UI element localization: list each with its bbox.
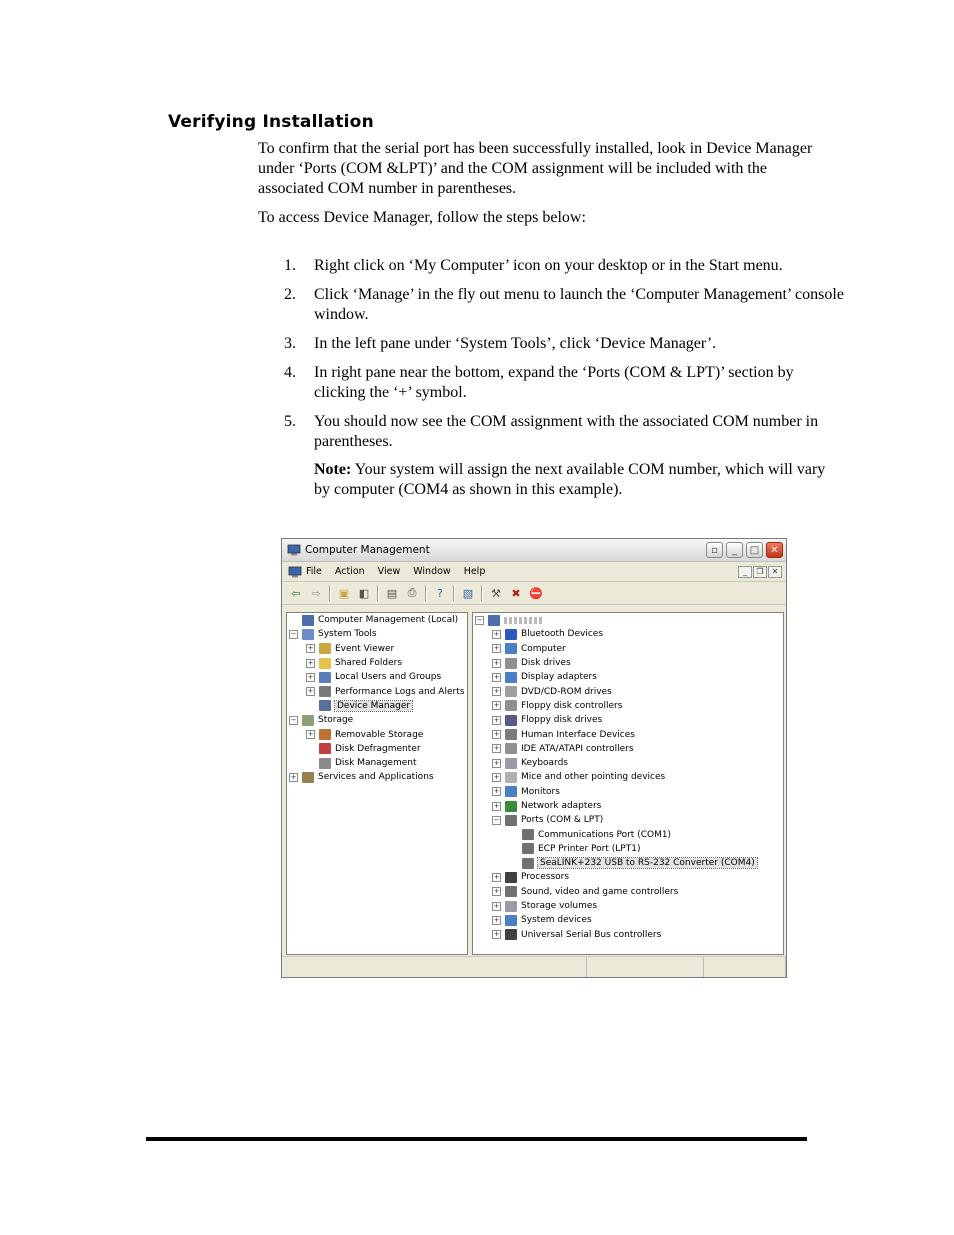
- intro-paragraph: To confirm that the serial port has been successfully installed, look in Device Manager under ‘Ports (COM &LPT)’ and the COM assignment will be included with the associated COM number in parentheses.: [258, 140, 813, 197]
- display-adapter-icon: [505, 672, 517, 683]
- tree-item[interactable]: [287, 742, 467, 756]
- removable-storage-icon: [319, 729, 331, 740]
- toolbar: [282, 582, 786, 605]
- usb-icon: [505, 929, 517, 940]
- up-folder-icon[interactable]: ▣: [338, 586, 350, 600]
- tree-item[interactable]: [473, 684, 783, 698]
- expand-icon[interactable]: +: [493, 801, 500, 810]
- tree-item-label: Removable Storage: [335, 729, 424, 740]
- tree-item[interactable]: [473, 885, 783, 899]
- expand-icon[interactable]: +: [493, 701, 500, 710]
- back-arrow-icon[interactable]: ⇦: [291, 586, 301, 600]
- ide-icon: [505, 743, 517, 754]
- tree-item-label: Device Manager: [337, 700, 411, 711]
- computer-management-icon: [287, 544, 301, 556]
- tree-item[interactable]: [473, 856, 783, 870]
- defrag-icon: [319, 743, 331, 754]
- tree-item[interactable]: [473, 756, 783, 770]
- collapse-icon[interactable]: −: [290, 715, 297, 724]
- disable-icon[interactable]: ⛔: [529, 586, 543, 600]
- window-title: Computer Management: [305, 544, 430, 556]
- expand-icon[interactable]: +: [493, 744, 500, 753]
- tree-item[interactable]: [473, 670, 783, 684]
- port-icon: [522, 829, 534, 840]
- tree-item[interactable]: [473, 713, 783, 727]
- tree-item[interactable]: [473, 913, 783, 927]
- tree-item-label: Computer: [521, 643, 566, 654]
- step-text: You should now see the COM assignment with the associated COM number in parentheses.: [314, 413, 819, 450]
- expand-icon[interactable]: +: [493, 687, 500, 696]
- section-heading: Verifying Installation: [168, 112, 374, 132]
- tree-item-label: Universal Serial Bus controllers: [521, 929, 662, 940]
- tree-item[interactable]: [473, 870, 783, 884]
- tree-item[interactable]: [287, 770, 467, 784]
- collapse-icon[interactable]: −: [476, 615, 483, 624]
- steps-list: [284, 256, 844, 500]
- disk-management-icon: [319, 758, 331, 769]
- close-button[interactable]: ✕: [766, 542, 783, 558]
- computer-icon: [488, 615, 500, 626]
- tree-item-label: Disk Defragmenter: [335, 743, 421, 754]
- tree-item[interactable]: [473, 928, 783, 942]
- expand-icon[interactable]: +: [493, 715, 500, 724]
- tree-item[interactable]: [473, 699, 783, 713]
- network-icon: [505, 801, 517, 812]
- mouse-icon: [505, 772, 517, 783]
- step-item: [284, 334, 844, 354]
- step-text: In the left pane under ‘System Tools’, click ‘Device Manager’.: [314, 335, 717, 352]
- tree-item[interactable]: [473, 899, 783, 913]
- scan-hardware-icon[interactable]: ▧: [462, 586, 474, 600]
- tree-item-label: Disk Management: [335, 758, 417, 769]
- tree-item-label: Bluetooth Devices: [521, 629, 604, 640]
- update-driver-icon[interactable]: ⚒: [491, 586, 501, 600]
- tree-item[interactable]: [473, 799, 783, 813]
- minimize-button[interactable]: _: [726, 542, 743, 558]
- tree-item[interactable]: [287, 627, 467, 641]
- step-item: [284, 285, 844, 325]
- help-button[interactable]: ▫: [706, 542, 723, 558]
- processor-icon: [505, 872, 517, 883]
- step-number: 2.: [284, 286, 296, 303]
- expand-icon[interactable]: +: [493, 758, 500, 767]
- services-icon: [302, 772, 314, 783]
- tree-item-label: Disk drives: [521, 658, 571, 669]
- note-text: Your system will assign the next available COM number, which will vary by computer (COM4 as shown in this example).: [314, 461, 826, 498]
- step-text: Click ‘Manage’ in the fly out menu to launch the ‘Computer Management’ console window.: [314, 286, 844, 323]
- expand-icon[interactable]: +: [307, 730, 314, 739]
- tree-item-label: System Tools: [318, 629, 377, 640]
- storage-icon: [302, 715, 314, 726]
- expand-icon[interactable]: +: [493, 930, 500, 939]
- tree-item[interactable]: [473, 727, 783, 741]
- collapse-icon[interactable]: −: [493, 815, 500, 824]
- tree-item-label: Human Interface Devices: [521, 729, 635, 740]
- tree-item[interactable]: [287, 670, 467, 684]
- tree-item-label: Storage volumes: [521, 901, 598, 912]
- tree-item[interactable]: [473, 842, 783, 856]
- step-number: 3.: [284, 335, 296, 352]
- floppy-controller-icon: [505, 700, 517, 711]
- menu-bar: [282, 562, 786, 582]
- access-paragraph: To access Device Manager, follow the steps below:: [258, 209, 586, 226]
- tree-item-label: Display adapters: [521, 672, 597, 683]
- expand-icon[interactable]: +: [493, 629, 500, 638]
- expand-icon[interactable]: +: [493, 730, 500, 739]
- expand-icon[interactable]: +: [493, 787, 500, 796]
- forward-arrow-icon[interactable]: ⇨: [311, 586, 321, 600]
- tree-pane-left: [286, 612, 468, 955]
- status-section: [587, 957, 704, 977]
- step-item: [284, 256, 844, 276]
- tree-item[interactable]: [287, 656, 467, 670]
- maximize-button[interactable]: □: [746, 542, 763, 558]
- tree-item-label: ECP Printer Port (LPT1): [538, 843, 641, 854]
- tree-item[interactable]: [473, 770, 783, 784]
- collapse-icon[interactable]: −: [290, 629, 297, 638]
- note-label: Note:: [314, 461, 352, 478]
- tree-item[interactable]: [473, 742, 783, 756]
- step-item: [284, 363, 844, 403]
- tree-item[interactable]: [473, 813, 783, 827]
- expand-icon[interactable]: +: [493, 772, 500, 781]
- tree-item-label: Communications Port (COM1): [538, 829, 672, 840]
- footer-rule: [146, 1137, 807, 1141]
- step-number: 5.: [284, 413, 296, 430]
- tree-item[interactable]: [287, 642, 467, 656]
- tree-item[interactable]: [287, 613, 467, 627]
- tree-item-label: Sound, video and game controllers: [521, 886, 679, 897]
- tree-item[interactable]: [473, 785, 783, 799]
- console-icon: [288, 566, 302, 578]
- performance-icon: [319, 686, 331, 697]
- tree-item-label: Monitors: [521, 786, 560, 797]
- tree-item-label: Keyboards: [521, 758, 568, 769]
- note: [314, 460, 844, 500]
- status-section: [704, 957, 786, 977]
- tree-item-label: Storage: [318, 715, 354, 726]
- computer-icon: [302, 615, 314, 626]
- tree-item-label: IDE ATA/ATAPI controllers: [521, 743, 634, 754]
- help-icon[interactable]: ?: [437, 586, 443, 600]
- step-number: 1.: [284, 257, 296, 274]
- tree-item-label: Performance Logs and Alerts: [335, 686, 465, 697]
- child-close-button[interactable]: ✕: [768, 566, 782, 578]
- port-icon: [505, 815, 517, 826]
- step-item: [284, 412, 844, 452]
- bluetooth-icon: [505, 629, 517, 640]
- device-manager-icon: [319, 700, 331, 711]
- menu-view[interactable]: View: [377, 566, 401, 577]
- tree-item[interactable]: [287, 713, 467, 727]
- tree-item-label: Floppy disk controllers: [521, 700, 623, 711]
- tree-item-label: Services and Applications: [318, 772, 434, 783]
- keyboard-icon: [505, 758, 517, 769]
- expand-icon[interactable]: +: [307, 687, 314, 696]
- tree-item[interactable]: [473, 613, 783, 627]
- storage-volume-icon: [505, 901, 517, 912]
- step-text: Right click on ‘My Computer’ icon on your desktop or in the Start menu.: [314, 257, 783, 274]
- step-text: In right pane near the bottom, expand the ‘Ports (COM & LPT)’ section by clicking the ‘+’ symbol.: [314, 364, 794, 401]
- tree-item-label: Floppy disk drives: [521, 715, 603, 726]
- tree-item[interactable]: [287, 684, 467, 698]
- tree-item-label: Local Users and Groups: [335, 672, 442, 683]
- users-icon: [319, 672, 331, 683]
- tree-item-label: Ports (COM & LPT): [521, 815, 604, 826]
- expand-icon[interactable]: +: [493, 872, 500, 881]
- expand-icon[interactable]: +: [493, 644, 500, 653]
- folder-icon: [319, 658, 331, 669]
- uninstall-icon[interactable]: ✖: [511, 586, 521, 600]
- print-icon[interactable]: ⎙: [407, 586, 417, 599]
- tree-item[interactable]: [473, 827, 783, 841]
- menu-action[interactable]: Action: [334, 566, 365, 577]
- monitor-icon: [505, 786, 517, 797]
- expand-icon[interactable]: +: [307, 644, 314, 653]
- tree-item-label: Shared Folders: [335, 658, 403, 669]
- status-bar: [282, 956, 786, 977]
- show-hide-tree-icon[interactable]: ◧: [358, 586, 370, 600]
- tree-item-label: Network adapters: [521, 801, 602, 811]
- tree-item[interactable]: [287, 727, 467, 741]
- system-device-icon: [505, 915, 517, 926]
- status-section: [282, 957, 587, 977]
- expand-icon[interactable]: +: [307, 658, 314, 667]
- hid-icon: [505, 729, 517, 740]
- computer-management-window: [281, 538, 787, 978]
- expand-icon[interactable]: +: [493, 915, 500, 924]
- floppy-drive-icon: [505, 715, 517, 726]
- event-viewer-icon: [319, 643, 331, 654]
- tools-icon: [302, 629, 314, 640]
- menu-file[interactable]: File: [306, 566, 322, 577]
- tree-item[interactable]: [473, 627, 783, 641]
- tree-item[interactable]: [287, 756, 467, 770]
- tree-item[interactable]: [287, 699, 467, 713]
- tree-item-label: [504, 617, 544, 624]
- expand-icon[interactable]: +: [307, 672, 314, 681]
- menu-window[interactable]: Window: [413, 566, 451, 577]
- expand-icon[interactable]: +: [493, 672, 500, 681]
- tree-pane-right: [472, 612, 784, 955]
- expand-icon[interactable]: +: [493, 901, 500, 910]
- computer-icon: [505, 643, 517, 654]
- tree-item-label: SeaLINK+232 USB to RS-232 Converter (COM4): [540, 858, 755, 869]
- step-number: 4.: [284, 364, 296, 381]
- menu-help[interactable]: Help: [463, 566, 486, 577]
- dvd-icon: [505, 686, 517, 697]
- expand-icon[interactable]: +: [493, 887, 500, 896]
- tree-item-label: System devices: [521, 915, 592, 926]
- sound-icon: [505, 886, 517, 897]
- expand-icon[interactable]: +: [290, 772, 297, 781]
- child-minimize-button[interactable]: _: [738, 566, 752, 578]
- tree-item[interactable]: [473, 642, 783, 656]
- tree-item-label: Computer Management (Local): [318, 615, 459, 626]
- child-restore-button[interactable]: ❐: [753, 566, 767, 578]
- port-icon: [522, 858, 534, 869]
- tree-item-label: DVD/CD-ROM drives: [521, 686, 612, 697]
- port-icon: [522, 843, 534, 854]
- tree-item-label: Mice and other pointing devices: [521, 772, 666, 783]
- tree-item[interactable]: [473, 656, 783, 670]
- expand-icon[interactable]: +: [493, 658, 500, 667]
- disk-drive-icon: [505, 658, 517, 669]
- properties-icon[interactable]: ▤: [386, 586, 398, 600]
- title-bar[interactable]: [282, 539, 786, 562]
- tree-item-label: Processors: [521, 872, 570, 883]
- tree-item-label: Event Viewer: [335, 643, 395, 654]
